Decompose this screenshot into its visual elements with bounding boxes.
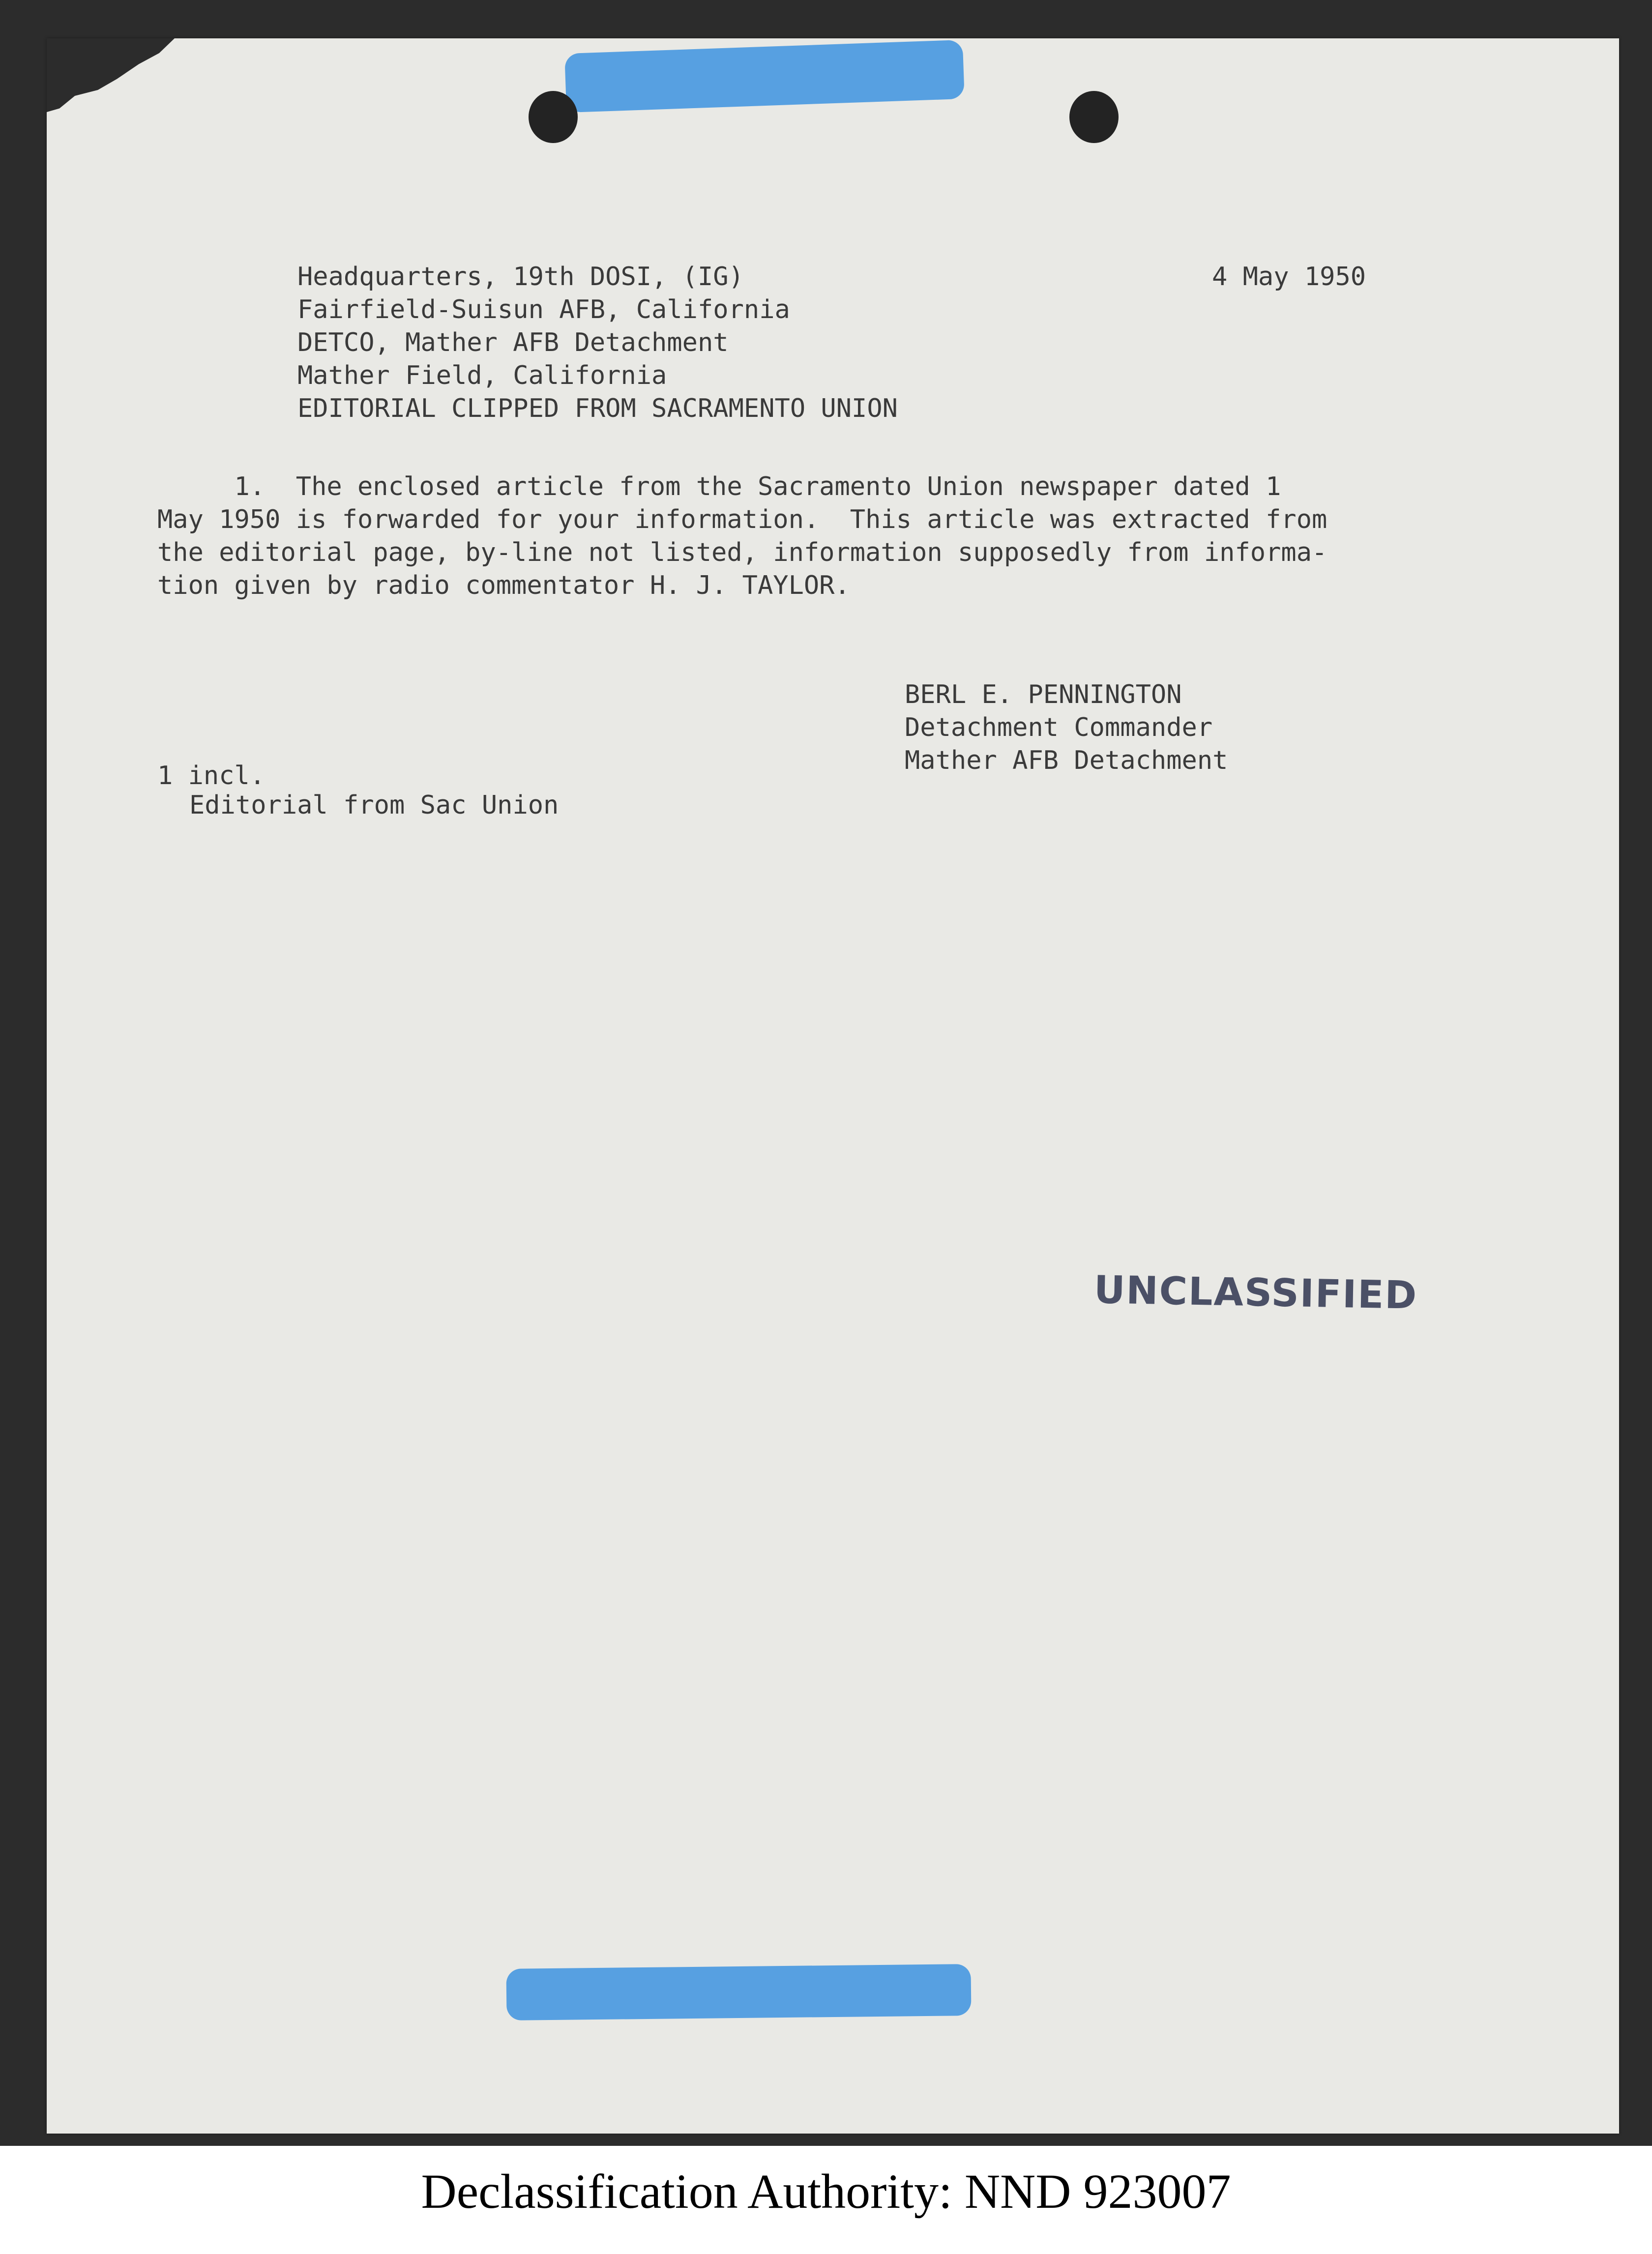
redaction-marker-bottom xyxy=(506,1964,971,2020)
signer-name: BERL E. PENNINGTON xyxy=(905,680,1182,709)
signer-title: Detachment Commander xyxy=(905,713,1213,742)
document-page xyxy=(47,38,1619,2134)
paragraph-line-2: May 1950 is forwarded for your information. This article was extracted from xyxy=(157,505,1328,534)
header-line-5: EDITORIAL CLIPPED FROM SACRAMENTO UNION xyxy=(297,394,898,423)
punch-hole-left xyxy=(529,91,578,143)
header-line-3: DETCO, Mather AFB Detachment xyxy=(297,328,729,357)
paragraph-line-4: tion given by radio commentator H. J. TAYLOR. xyxy=(157,571,850,600)
header-line-2: Fairfield-Suisun AFB, California xyxy=(297,295,790,324)
paragraph-line-3: the editorial page, by-line not listed, information supposedly from informa- xyxy=(157,538,1328,567)
enclosure-description: Editorial from Sac Union xyxy=(189,790,559,820)
enclosure-count: 1 incl. xyxy=(157,761,266,790)
punch-hole-right xyxy=(1069,91,1119,143)
header-line-4: Mather Field, California xyxy=(297,361,667,390)
unclassified-stamp: UNCLASSIFIED xyxy=(1093,1268,1418,1318)
declassification-authority: Declassification Authority: NND 923007 xyxy=(421,2164,1231,2219)
signer-unit: Mather AFB Detachment xyxy=(905,746,1228,775)
paragraph-line-1: 1. The enclosed article from the Sacramento Union newspaper dated 1 xyxy=(157,472,1281,501)
header-line-1: Headquarters, 19th DOSI, (IG) xyxy=(297,262,744,292)
document-date: 4 May 1950 xyxy=(1212,262,1366,292)
